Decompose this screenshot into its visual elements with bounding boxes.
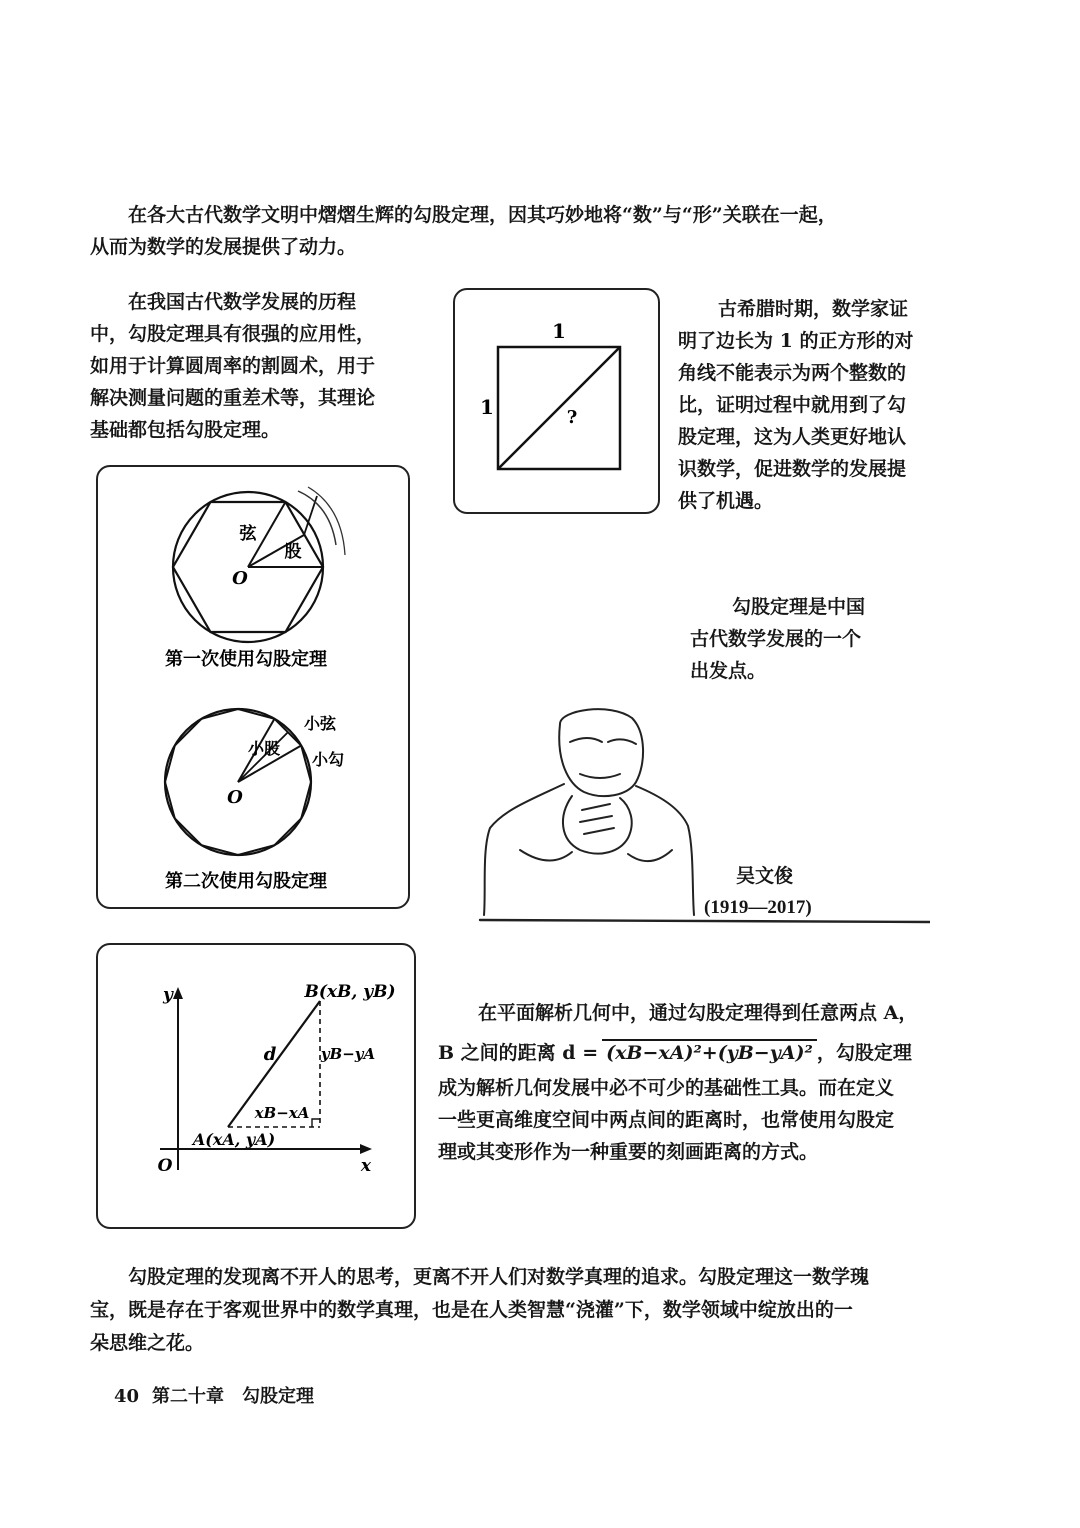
right-angle-mark bbox=[312, 1119, 320, 1127]
brow-line bbox=[570, 738, 602, 742]
greece-line: 识数学，促进数学的发展提 bbox=[678, 458, 907, 480]
hypotenuse-label: 弦 bbox=[239, 524, 257, 544]
clasped-hands bbox=[563, 796, 632, 854]
diagonal-mark: ? bbox=[566, 407, 578, 428]
coordinate-figure bbox=[96, 943, 416, 1229]
left-arm bbox=[520, 850, 572, 861]
leg-label: 股 bbox=[284, 542, 302, 562]
left-shoulder bbox=[484, 784, 564, 915]
head-outline bbox=[559, 709, 643, 796]
small-hypotenuse-label: 小弦 bbox=[303, 714, 337, 733]
square-diagonal bbox=[498, 347, 620, 469]
analytic-line-1: 在平面解析几何中，通过勾股定理得到任意两点 A， bbox=[478, 1002, 918, 1024]
distance-formula: (xB−xA)²+(yB−yA)² bbox=[602, 1039, 817, 1065]
mouth-line bbox=[580, 774, 620, 778]
chapter-title: 第二十章 勾股定理 bbox=[152, 1386, 314, 1407]
intro-line-2: 从而为数学的发展提供了动力。 bbox=[90, 236, 357, 258]
center-o-label: O bbox=[232, 568, 248, 589]
origin-label: O bbox=[157, 1156, 173, 1176]
analytic-line-2 bbox=[438, 1037, 912, 1069]
y-axis-label: y bbox=[163, 985, 173, 1005]
greece-line: 角线不能表示为两个整数的 bbox=[678, 362, 907, 384]
quote-line: 出发点。 bbox=[690, 660, 767, 682]
first-use-figure bbox=[173, 487, 345, 642]
point-b-label: B(xB, yB) bbox=[304, 982, 396, 1002]
page-number: 40 bbox=[114, 1386, 140, 1407]
china-line: 解决测量问题的重差术等，其理论 bbox=[90, 387, 376, 409]
small-leg-label: 小股 bbox=[247, 739, 281, 758]
china-line: 基础都包括勾股定理。 bbox=[90, 419, 281, 441]
small-base-label: 小勾 bbox=[311, 750, 345, 769]
sketch-arc bbox=[308, 487, 345, 555]
finger-lines bbox=[580, 804, 614, 834]
side-top-label: 1 bbox=[552, 319, 566, 343]
second-use-caption: 第二次使用勾股定理 bbox=[165, 871, 327, 892]
horizontal-leg-label: xB−xA bbox=[254, 1104, 310, 1122]
x-axis-label: x bbox=[360, 1156, 372, 1176]
x-axis-arrow bbox=[360, 1144, 372, 1154]
portrait-years: (1919—2017) bbox=[704, 897, 812, 918]
second-use-figure bbox=[165, 709, 344, 855]
distance-prefix: B 之间的距离 d = bbox=[438, 1042, 599, 1064]
center-o-label: O bbox=[227, 787, 243, 808]
distance-suffix: ，勾股定理 bbox=[816, 1042, 912, 1064]
distance-diagram bbox=[98, 945, 414, 1227]
greece-line: 古希腊时期，数学家证 bbox=[718, 298, 909, 320]
right-arm bbox=[628, 850, 672, 861]
greece-line: 明了边长为 1 的正方形的对 bbox=[678, 330, 914, 352]
quote-line: 勾股定理是中国 bbox=[732, 596, 866, 618]
first-use-caption: 第一次使用勾股定理 bbox=[165, 649, 327, 670]
closing-line-3: 朵思维之花。 bbox=[90, 1332, 205, 1354]
china-line: 如用于计算圆周率的割圆术，用于 bbox=[90, 355, 376, 377]
quote-line: 古代数学发展的一个 bbox=[690, 628, 862, 650]
china-line: 中，勾股定理具有很强的应用性， bbox=[90, 323, 376, 345]
greece-line: 比，证明过程中就用到了勾 bbox=[678, 394, 907, 416]
point-a-label: A(xA, yA) bbox=[192, 1130, 276, 1149]
square-diagram bbox=[455, 290, 658, 512]
china-line: 在我国古代数学发展的历程 bbox=[128, 291, 357, 313]
vertical-leg-label: yB−yA bbox=[320, 1045, 376, 1063]
analytic-line-3: 成为解析几何发展中必不可少的基础性工具。而在定义 bbox=[438, 1077, 895, 1099]
greece-line: 股定理，这为人类更好地认 bbox=[678, 426, 907, 448]
circle-figures-box bbox=[96, 465, 410, 909]
portrait-name: 吴文俊 bbox=[736, 865, 794, 887]
portrait-sketch bbox=[460, 700, 930, 930]
closing-line-1: 勾股定理的发现离不开人的思考，更离不开人们对数学真理的追求。勾股定理这一数学瑰 bbox=[128, 1266, 870, 1288]
greece-line: 供了机遇。 bbox=[678, 490, 774, 512]
analytic-line-5: 理或其变形作为一种重要的刻画距离的方式。 bbox=[438, 1141, 819, 1163]
analytic-line-4: 一些更高维度空间中两点间的距离时，也常使用勾股定 bbox=[438, 1109, 895, 1131]
polygon-circle-diagrams bbox=[98, 467, 408, 907]
side-left-label: 1 bbox=[480, 395, 494, 419]
brow-line bbox=[608, 739, 636, 744]
square-figure bbox=[453, 288, 660, 514]
right-shoulder bbox=[636, 786, 694, 915]
distance-label: d bbox=[263, 1044, 277, 1065]
y-axis-arrow bbox=[173, 987, 183, 999]
closing-line-2: 宝，既是存在于客观世界中的数学真理，也是在人类智慧“浇灌”下，数学领域中绽放出的一 bbox=[90, 1299, 853, 1321]
intro-line-1: 在各大古代数学文明中熠熠生辉的勾股定理，因其巧妙地将“数”与“形”关联在一起， bbox=[128, 204, 837, 226]
